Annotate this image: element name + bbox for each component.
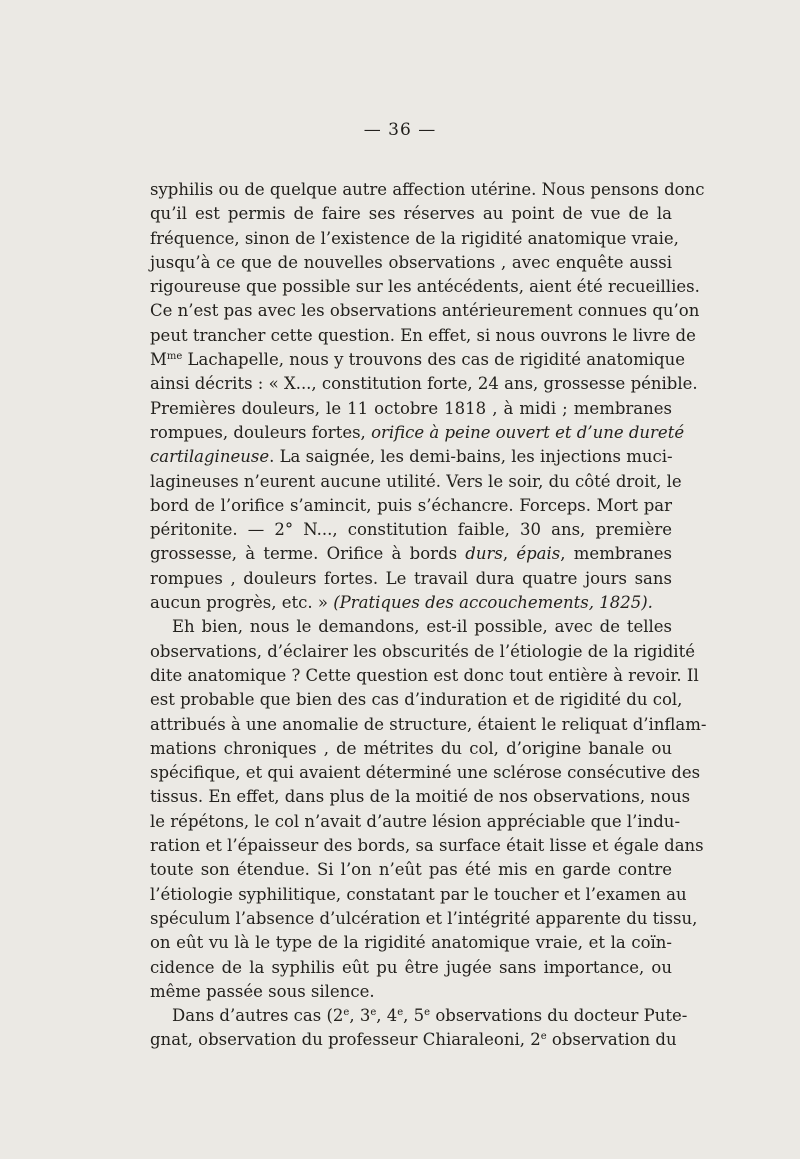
text-line (150, 931, 672, 955)
text-line (150, 834, 704, 858)
text-line (150, 542, 672, 566)
text-run: rompues, douleurs fortes, (150, 422, 372, 442)
text-run: fréquence, sinon de l’existence de la rigidité anatomique vraie, (150, 228, 679, 248)
superscript: e (540, 1031, 547, 1043)
text-run: spécifique, et qui avaient déterminé une sclérose consécutive des (150, 763, 701, 783)
italic-text: cartilagineuse (150, 447, 270, 467)
text-run: gnat, observation du professeur Chiaraleoni, 2 (150, 1030, 541, 1050)
text-run: jusqu’à ce que de nouvelles observations , avec enquête aussi (150, 252, 672, 272)
text-line (150, 372, 698, 396)
text-line (150, 737, 672, 761)
text-line (150, 713, 707, 737)
text-run: . La saignée, les demi-bains, les injections muci- (269, 447, 673, 467)
text-run: rigoureuse que possible sur les antécédents, aient été recueillies. (150, 277, 700, 297)
text-line (150, 275, 700, 299)
italic-text: (Pratiques des accouchements, 1825). (333, 593, 653, 613)
text-run: , 4 (376, 1006, 398, 1026)
text-run: Premières douleurs, le 11 octobre 1818 , à midi ; membranes (150, 398, 672, 418)
text-run: observations, d’éclairer les obscurités de l’étiologie de la rigidité (150, 641, 695, 661)
text-line (150, 810, 681, 834)
text-run: cidence de la syphilis eût pu être jugée sans importance, ou (150, 957, 672, 977)
superscript: e (397, 1007, 404, 1019)
text-run: Eh bien, nous le demandons, est-il possible, avec de telles (172, 617, 672, 637)
text-run: bord de l’orifice s’amincit, puis s’échancre. Forceps. Mort par (150, 495, 672, 515)
text-run: peut trancher cette question. En effet, si nous ouvrons le livre de (150, 325, 696, 345)
superscript: me (166, 351, 183, 363)
superscript: e (424, 1007, 431, 1019)
text-line (150, 518, 672, 542)
text-run: Dans d’autres cas (2 (172, 1006, 344, 1026)
text-line (150, 421, 685, 445)
text-line (150, 445, 672, 469)
text-run: est probable que bien des cas d’induration et de rigidité du col, (150, 690, 683, 710)
text-run: , (502, 544, 517, 564)
text-run: ainsi décrits : « X..., constitution forte, 24 ans, grossesse pénible. (150, 374, 698, 394)
text-run: , 5 (403, 1006, 425, 1026)
text-run: M (150, 350, 167, 370)
text-run: dite anatomique ? Cette question est donc tout entière à revoir. Il (150, 665, 699, 685)
text-run: toute son étendue. Si l’on n’eût pas été mis en garde contre (150, 860, 672, 880)
text-run: observation du (546, 1030, 677, 1050)
text-run: l’étiologie syphilitique, constatant par le toucher et l’examen au (150, 884, 687, 904)
text-run: même passée sous silence. (150, 981, 375, 1001)
text-run: le répétons, le col n’avait d’autre lésion appréciable que l’indu- (150, 811, 681, 831)
paragraph (150, 615, 707, 1004)
italic-text: orifice à peine ouvert et d’une dureté (371, 422, 685, 442)
text-line (150, 567, 672, 591)
text-line (150, 615, 672, 639)
italic-text: épais (516, 544, 561, 564)
text-line (150, 348, 685, 372)
text-line (150, 640, 695, 664)
text-run: observations du docteur Pute- (430, 1006, 688, 1026)
text-run: attribués à une anomalie de structure, étaient le reliquat d’inflam- (150, 714, 707, 734)
superscript: e (370, 1007, 377, 1019)
text-run: spéculum l’absence d’ulcération et l’intégrité apparente du tissu, (150, 908, 698, 928)
text-run: rompues , douleurs fortes. Le travail dura quatre jours sans (150, 568, 672, 588)
text-line (150, 980, 672, 1004)
text-run: syphilis ou de quelque autre affection utérine. Nous pensons donc (150, 180, 705, 199)
text-run: Ce n’est pas avec les observations antérieurement connues qu’on (150, 301, 700, 321)
text-line (150, 494, 672, 518)
text-line (150, 785, 691, 809)
text-line (150, 883, 687, 907)
text-line (150, 202, 672, 226)
text-line (150, 664, 699, 688)
text-run: Lachapelle, nous y trouvons des cas de rigidité anatomique (182, 350, 685, 370)
text-run: ration et l’épaisseur des bords, sa surface était lisse et égale dans (150, 836, 704, 856)
paragraph (150, 178, 705, 615)
text-run: tissus. En effet, dans plus de la moitié de nos observations, nous (150, 787, 691, 807)
text-line (150, 470, 682, 494)
text-line (150, 1004, 688, 1028)
text-run: lagineuses n’eurent aucune utilité. Vers le soir, du côté droit, le (150, 471, 682, 491)
text-run: , membranes (560, 544, 672, 564)
text-line (150, 688, 683, 712)
paragraph (150, 1004, 688, 1053)
text-run: on eût vu là le type de la rigidité anatomique vraie, et la coïn- (150, 933, 672, 953)
text-line (150, 227, 679, 251)
italic-text: durs (465, 544, 503, 564)
text-line (150, 324, 696, 348)
text-line (150, 178, 705, 202)
text-line (150, 397, 672, 421)
text-line (150, 907, 698, 931)
text-line (150, 1028, 677, 1052)
text-line (150, 956, 672, 980)
text-run: mations chroniques , de métrites du col, d’origine banale ou (150, 738, 672, 758)
body-text (150, 178, 707, 1053)
text-run: qu’il est permis de faire ses réserves au point de vue de la (150, 204, 672, 224)
text-line (150, 591, 672, 615)
text-run: péritonite. — 2° N..., constitution faible, 30 ans, première (150, 520, 672, 540)
text-line (150, 761, 701, 785)
page-number: — 36 — (363, 120, 437, 140)
superscript: e (343, 1007, 350, 1019)
text-line (150, 251, 672, 275)
text-line (150, 858, 672, 882)
text-line (150, 299, 700, 323)
text-run: grossesse, à terme. Orifice à bords (150, 544, 466, 564)
text-run: , 3 (349, 1006, 371, 1026)
text-run: aucun progrès, etc. » (150, 593, 334, 613)
